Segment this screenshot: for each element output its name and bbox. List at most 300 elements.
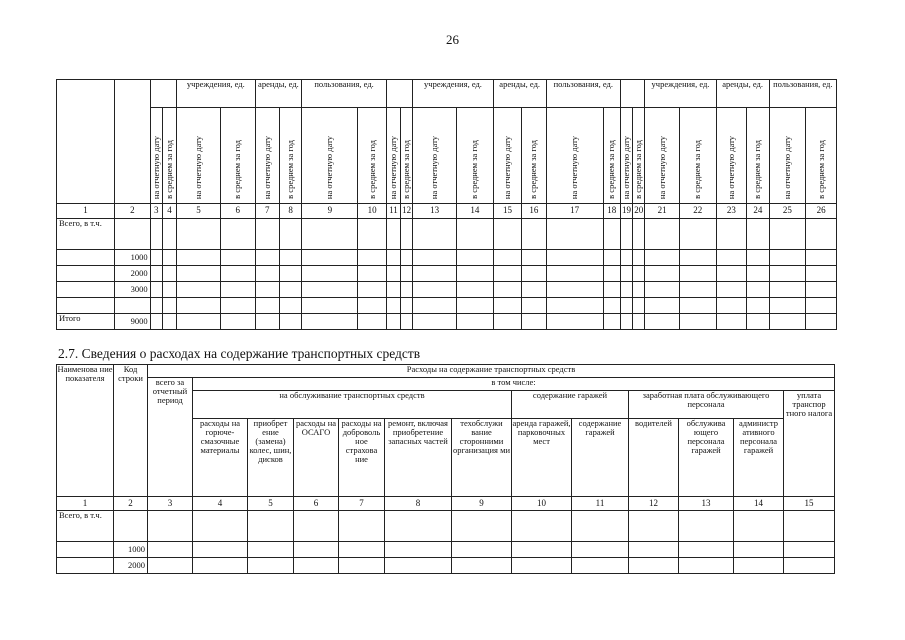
value-cell[interactable] bbox=[629, 542, 679, 558]
value-cell[interactable] bbox=[452, 558, 512, 574]
value-cell[interactable] bbox=[620, 314, 632, 330]
value-cell[interactable] bbox=[546, 282, 603, 298]
value-cell[interactable] bbox=[546, 266, 603, 282]
value-cell[interactable] bbox=[162, 298, 176, 314]
value-cell[interactable] bbox=[784, 542, 835, 558]
value-cell[interactable] bbox=[716, 266, 747, 282]
value-cell[interactable] bbox=[177, 266, 221, 282]
blank-header-cell bbox=[620, 80, 644, 108]
value-cell[interactable] bbox=[572, 558, 629, 574]
vertical-header-text: в среднем за год bbox=[528, 140, 539, 200]
value-cell[interactable] bbox=[386, 266, 400, 282]
value-cell[interactable] bbox=[493, 314, 522, 330]
value-cell[interactable] bbox=[193, 511, 248, 542]
column-number: 5 bbox=[248, 497, 294, 511]
value-cell[interactable] bbox=[679, 266, 716, 282]
vertical-header-text: на отчетную дату bbox=[387, 136, 398, 200]
value-cell[interactable] bbox=[546, 250, 603, 266]
vertical-header-text: на отчетную дату bbox=[429, 136, 440, 200]
vertical-column-header bbox=[162, 108, 176, 204]
value-cell[interactable] bbox=[386, 298, 400, 314]
vertical-column-header bbox=[413, 108, 457, 204]
blank-header-cell bbox=[57, 80, 115, 204]
value-cell[interactable] bbox=[620, 219, 632, 250]
value-cell[interactable] bbox=[679, 298, 716, 314]
value-cell[interactable] bbox=[150, 298, 162, 314]
column-number: 20 bbox=[633, 204, 645, 219]
column-number: 8 bbox=[279, 204, 301, 219]
value-cell[interactable] bbox=[177, 282, 221, 298]
column-number: 15 bbox=[784, 497, 835, 511]
row-code: 9000 bbox=[115, 314, 151, 330]
value-cell[interactable] bbox=[734, 558, 784, 574]
value-cell[interactable] bbox=[220, 298, 255, 314]
value-cell[interactable] bbox=[358, 314, 387, 330]
line-code-header: Код строки bbox=[114, 365, 148, 497]
value-cell[interactable] bbox=[806, 250, 837, 266]
value-cell[interactable] bbox=[358, 282, 387, 298]
total-period-header: всего за отчетный период bbox=[148, 378, 193, 497]
value-cell[interactable] bbox=[279, 282, 301, 298]
column-number: 2 bbox=[114, 497, 148, 511]
value-cell[interactable] bbox=[279, 298, 301, 314]
column-number: 16 bbox=[522, 204, 546, 219]
value-cell[interactable] bbox=[385, 511, 452, 542]
service-header: на обслуживание транспортных средств bbox=[193, 391, 512, 419]
value-cell[interactable] bbox=[302, 219, 358, 250]
table-row bbox=[57, 250, 837, 266]
value-cell[interactable] bbox=[148, 542, 193, 558]
value-cell[interactable] bbox=[148, 511, 193, 542]
value-cell[interactable] bbox=[193, 542, 248, 558]
value-cell[interactable] bbox=[279, 219, 301, 250]
value-cell[interactable] bbox=[413, 298, 457, 314]
value-cell[interactable] bbox=[572, 542, 629, 558]
value-cell[interactable] bbox=[177, 298, 221, 314]
row-name bbox=[57, 250, 115, 266]
table-row bbox=[57, 266, 837, 282]
group-header: учреждения, ед. bbox=[177, 80, 255, 108]
value-cell[interactable] bbox=[679, 542, 734, 558]
vertical-column-header bbox=[493, 108, 522, 204]
value-cell[interactable] bbox=[248, 542, 294, 558]
value-cell[interactable] bbox=[150, 282, 162, 298]
column-number: 23 bbox=[716, 204, 747, 219]
value-cell[interactable] bbox=[512, 542, 572, 558]
value-cell[interactable] bbox=[633, 314, 645, 330]
value-cell[interactable] bbox=[645, 266, 680, 282]
value-cell[interactable] bbox=[620, 266, 632, 282]
vertical-header-text: в среднем за год bbox=[815, 140, 826, 200]
column-number: 17 bbox=[546, 204, 603, 219]
vertical-column-header bbox=[806, 108, 837, 204]
value-cell[interactable] bbox=[603, 266, 620, 282]
value-cell[interactable] bbox=[769, 314, 806, 330]
value-cell[interactable] bbox=[401, 250, 413, 266]
value-cell[interactable] bbox=[784, 511, 835, 542]
vertical-header-text: в среднем за год bbox=[606, 140, 617, 200]
vertical-column-header bbox=[546, 108, 603, 204]
value-cell[interactable] bbox=[629, 558, 679, 574]
value-cell[interactable] bbox=[806, 314, 837, 330]
value-cell[interactable] bbox=[220, 266, 255, 282]
value-cell[interactable] bbox=[620, 250, 632, 266]
vertical-column-header bbox=[401, 108, 413, 204]
value-cell[interactable] bbox=[358, 219, 387, 250]
value-cell[interactable] bbox=[401, 266, 413, 282]
row-code bbox=[115, 219, 151, 250]
row-name bbox=[57, 282, 115, 298]
vertical-column-header bbox=[255, 108, 279, 204]
vertical-column-header bbox=[645, 108, 680, 204]
value-cell[interactable] bbox=[401, 219, 413, 250]
value-cell[interactable] bbox=[385, 558, 452, 574]
value-cell[interactable] bbox=[255, 266, 279, 282]
value-cell[interactable] bbox=[522, 250, 546, 266]
value-cell[interactable] bbox=[150, 314, 162, 330]
value-cell[interactable] bbox=[255, 298, 279, 314]
value-cell[interactable] bbox=[302, 250, 358, 266]
value-cell[interactable] bbox=[645, 314, 680, 330]
value-cell[interactable] bbox=[522, 314, 546, 330]
group-header: пользования, ед. bbox=[769, 80, 836, 108]
blank-header-cell bbox=[386, 80, 412, 108]
value-cell[interactable] bbox=[279, 314, 301, 330]
vehicles-count-table bbox=[56, 79, 837, 330]
value-cell[interactable] bbox=[747, 250, 769, 266]
value-cell[interactable] bbox=[806, 298, 837, 314]
vertical-header-text: на отчетную дату bbox=[781, 136, 792, 200]
group-header: учреждения, ед. bbox=[645, 80, 716, 108]
vertical-header-text: на отчетную дату bbox=[150, 136, 161, 200]
vertical-column-header bbox=[769, 108, 806, 204]
column-number: 11 bbox=[386, 204, 400, 219]
value-cell[interactable] bbox=[645, 282, 680, 298]
section-title: 2.7. Сведения о расходах на содержание транспортных средств bbox=[58, 346, 421, 361]
table-row bbox=[57, 219, 837, 250]
value-cell[interactable] bbox=[358, 266, 387, 282]
indicator-name-header: Наименова ние показателя bbox=[57, 365, 114, 497]
value-cell[interactable] bbox=[162, 219, 176, 250]
value-cell[interactable] bbox=[413, 314, 457, 330]
value-cell[interactable] bbox=[162, 266, 176, 282]
column-number: 22 bbox=[679, 204, 716, 219]
salary-header: заработная плата обслуживающего персонала bbox=[629, 391, 784, 419]
value-cell[interactable] bbox=[546, 298, 603, 314]
value-cell[interactable] bbox=[385, 542, 452, 558]
column-number: 1 bbox=[57, 204, 115, 219]
value-cell[interactable] bbox=[150, 266, 162, 282]
value-cell[interactable] bbox=[603, 219, 620, 250]
value-cell[interactable] bbox=[401, 298, 413, 314]
expense-subheader: администр ативного персонала гаражей bbox=[734, 419, 784, 497]
value-cell[interactable] bbox=[339, 511, 385, 542]
group-header: пользования, ед. bbox=[302, 80, 387, 108]
value-cell[interactable] bbox=[294, 542, 339, 558]
value-cell[interactable] bbox=[457, 314, 494, 330]
vertical-column-header bbox=[150, 108, 162, 204]
value-cell[interactable] bbox=[633, 266, 645, 282]
value-cell[interactable] bbox=[358, 298, 387, 314]
expense-subheader: содержание гаражей bbox=[572, 419, 629, 497]
row-name: Всего, в т.ч. bbox=[57, 219, 115, 250]
value-cell[interactable] bbox=[522, 298, 546, 314]
column-number: 24 bbox=[747, 204, 769, 219]
row-name bbox=[57, 266, 115, 282]
expense-subheader: техобслужи вание сторонними организация ми bbox=[452, 419, 512, 497]
expense-subheader: расходы на горюче-смазочные материалы bbox=[193, 419, 248, 497]
value-cell[interactable] bbox=[177, 219, 221, 250]
value-cell[interactable] bbox=[339, 558, 385, 574]
value-cell[interactable] bbox=[177, 314, 221, 330]
value-cell[interactable] bbox=[769, 298, 806, 314]
value-cell[interactable] bbox=[279, 266, 301, 282]
column-number: 14 bbox=[457, 204, 494, 219]
value-cell[interactable] bbox=[620, 298, 632, 314]
value-cell[interactable] bbox=[452, 511, 512, 542]
vertical-header-text: на отчетную дату bbox=[621, 136, 632, 200]
value-cell[interactable] bbox=[633, 250, 645, 266]
value-cell[interactable] bbox=[493, 298, 522, 314]
value-cell[interactable] bbox=[150, 250, 162, 266]
value-cell[interactable] bbox=[294, 511, 339, 542]
value-cell[interactable] bbox=[457, 219, 494, 250]
group-header: аренды, ед. bbox=[493, 80, 546, 108]
expense-subheader: водителей bbox=[629, 419, 679, 497]
row-name bbox=[57, 558, 114, 574]
value-cell[interactable] bbox=[248, 511, 294, 542]
row-name bbox=[57, 542, 114, 558]
value-cell[interactable] bbox=[716, 219, 747, 250]
column-number: 12 bbox=[629, 497, 679, 511]
value-cell[interactable] bbox=[603, 282, 620, 298]
column-number: 10 bbox=[512, 497, 572, 511]
vertical-header-text: на отчетную дату bbox=[725, 136, 736, 200]
column-number: 9 bbox=[302, 204, 358, 219]
row-name: Итого bbox=[57, 314, 115, 330]
value-cell[interactable] bbox=[339, 542, 385, 558]
value-cell[interactable] bbox=[769, 266, 806, 282]
vertical-header-text: на отчетную дату bbox=[502, 136, 512, 200]
value-cell[interactable] bbox=[645, 219, 680, 250]
page-number: 26 bbox=[446, 32, 459, 47]
blank-header-cell bbox=[115, 80, 151, 204]
value-cell[interactable] bbox=[302, 282, 358, 298]
value-cell[interactable] bbox=[193, 558, 248, 574]
column-number: 1 bbox=[57, 497, 114, 511]
value-cell[interactable] bbox=[679, 511, 734, 542]
column-number: 8 bbox=[385, 497, 452, 511]
column-number: 7 bbox=[255, 204, 279, 219]
column-number: 18 bbox=[603, 204, 620, 219]
value-cell[interactable] bbox=[546, 219, 603, 250]
value-cell[interactable] bbox=[294, 558, 339, 574]
value-cell[interactable] bbox=[413, 266, 457, 282]
column-number: 4 bbox=[193, 497, 248, 511]
vertical-header-text: на отчетную дату bbox=[193, 136, 204, 200]
value-cell[interactable] bbox=[512, 511, 572, 542]
vertical-column-header bbox=[633, 108, 645, 204]
column-number: 13 bbox=[413, 204, 457, 219]
value-cell[interactable] bbox=[493, 282, 522, 298]
value-cell[interactable] bbox=[452, 542, 512, 558]
column-number: 3 bbox=[148, 497, 193, 511]
value-cell[interactable] bbox=[603, 314, 620, 330]
value-cell[interactable] bbox=[162, 314, 176, 330]
value-cell[interactable] bbox=[386, 219, 400, 250]
value-cell[interactable] bbox=[734, 542, 784, 558]
value-cell[interactable] bbox=[401, 282, 413, 298]
value-cell[interactable] bbox=[645, 250, 680, 266]
value-cell[interactable] bbox=[679, 282, 716, 298]
expense-subheader: обслужива ющего персонала гаражей bbox=[679, 419, 734, 497]
value-cell[interactable] bbox=[629, 511, 679, 542]
expense-subheader: расходы на доброволь ное страхова ние bbox=[339, 419, 385, 497]
value-cell[interactable] bbox=[747, 298, 769, 314]
value-cell[interactable] bbox=[302, 266, 358, 282]
value-cell[interactable] bbox=[255, 314, 279, 330]
value-cell[interactable] bbox=[177, 250, 221, 266]
value-cell[interactable] bbox=[386, 282, 400, 298]
value-cell[interactable] bbox=[255, 219, 279, 250]
value-cell[interactable] bbox=[457, 282, 494, 298]
value-cell[interactable] bbox=[645, 298, 680, 314]
row-code: 1000 bbox=[115, 250, 151, 266]
value-cell[interactable] bbox=[512, 558, 572, 574]
row-code: 2000 bbox=[115, 266, 151, 282]
expense-subheader: аренда гаражей, парковочных мест bbox=[512, 419, 572, 497]
value-cell[interactable] bbox=[716, 250, 747, 266]
value-cell[interactable] bbox=[716, 314, 747, 330]
value-cell[interactable] bbox=[220, 314, 255, 330]
vertical-header-text: на отчетную дату bbox=[656, 136, 667, 200]
row-code bbox=[114, 511, 148, 542]
value-cell[interactable] bbox=[806, 266, 837, 282]
expense-subheader: ремонт, включая приобретение запасных частей bbox=[385, 419, 452, 497]
value-cell[interactable] bbox=[255, 282, 279, 298]
vertical-column-header bbox=[279, 108, 301, 204]
value-cell[interactable] bbox=[769, 219, 806, 250]
value-cell[interactable] bbox=[679, 314, 716, 330]
vertical-column-header bbox=[457, 108, 494, 204]
value-cell[interactable] bbox=[734, 511, 784, 542]
value-cell[interactable] bbox=[220, 250, 255, 266]
value-cell[interactable] bbox=[546, 314, 603, 330]
value-cell[interactable] bbox=[633, 282, 645, 298]
group-header: аренды, ед. bbox=[255, 80, 302, 108]
vertical-header-text: в среднем за год bbox=[469, 140, 480, 200]
row-code: 2000 bbox=[114, 558, 148, 574]
value-cell[interactable] bbox=[806, 219, 837, 250]
vertical-header-text: в среднем за год bbox=[285, 140, 296, 200]
value-cell[interactable] bbox=[633, 298, 645, 314]
vertical-header-text: на отчетную дату bbox=[261, 136, 272, 200]
value-cell[interactable] bbox=[386, 314, 400, 330]
value-cell[interactable] bbox=[220, 282, 255, 298]
column-number: 12 bbox=[401, 204, 413, 219]
value-cell[interactable] bbox=[620, 282, 632, 298]
value-cell[interactable] bbox=[457, 298, 494, 314]
value-cell[interactable] bbox=[679, 558, 734, 574]
column-number: 3 bbox=[150, 204, 162, 219]
value-cell[interactable] bbox=[784, 558, 835, 574]
column-number: 6 bbox=[220, 204, 255, 219]
value-cell[interactable] bbox=[413, 282, 457, 298]
value-cell[interactable] bbox=[457, 250, 494, 266]
vertical-column-header bbox=[358, 108, 387, 204]
column-number: 7 bbox=[339, 497, 385, 511]
value-cell[interactable] bbox=[747, 219, 769, 250]
value-cell[interactable] bbox=[679, 250, 716, 266]
value-cell[interactable] bbox=[716, 298, 747, 314]
value-cell[interactable] bbox=[493, 250, 522, 266]
value-cell[interactable] bbox=[162, 282, 176, 298]
vertical-column-header bbox=[620, 108, 632, 204]
table-row bbox=[57, 298, 837, 314]
value-cell[interactable] bbox=[633, 219, 645, 250]
value-cell[interactable] bbox=[806, 282, 837, 298]
value-cell[interactable] bbox=[493, 219, 522, 250]
value-cell[interactable] bbox=[279, 250, 301, 266]
value-cell[interactable] bbox=[493, 266, 522, 282]
value-cell[interactable] bbox=[679, 219, 716, 250]
value-cell[interactable] bbox=[603, 298, 620, 314]
value-cell[interactable] bbox=[386, 250, 400, 266]
value-cell[interactable] bbox=[401, 314, 413, 330]
value-cell[interactable] bbox=[747, 282, 769, 298]
value-cell[interactable] bbox=[747, 314, 769, 330]
expenses-header: Расходы на содержание транспортных средств bbox=[148, 365, 835, 378]
vertical-column-header bbox=[679, 108, 716, 204]
row-name: Всего, в т.ч. bbox=[57, 511, 114, 542]
value-cell[interactable] bbox=[603, 250, 620, 266]
column-number: 10 bbox=[358, 204, 387, 219]
expense-subheader: расходы на ОСАГО bbox=[294, 419, 339, 497]
value-cell[interactable] bbox=[522, 266, 546, 282]
column-number: 2 bbox=[115, 204, 151, 219]
value-cell[interactable] bbox=[220, 219, 255, 250]
value-cell[interactable] bbox=[769, 250, 806, 266]
value-cell[interactable] bbox=[769, 282, 806, 298]
vertical-header-text: в среднем за год bbox=[401, 140, 412, 200]
value-cell[interactable] bbox=[302, 298, 358, 314]
value-cell[interactable] bbox=[522, 219, 546, 250]
value-cell[interactable] bbox=[255, 250, 279, 266]
value-cell[interactable] bbox=[162, 250, 176, 266]
value-cell[interactable] bbox=[572, 511, 629, 542]
column-number: 6 bbox=[294, 497, 339, 511]
value-cell[interactable] bbox=[248, 558, 294, 574]
vertical-header-text: в среднем за год bbox=[692, 140, 703, 200]
value-cell[interactable] bbox=[358, 250, 387, 266]
transport-tax-header: уплата транспор тного налога bbox=[784, 391, 835, 497]
column-number: 15 bbox=[493, 204, 522, 219]
value-cell[interactable] bbox=[716, 282, 747, 298]
vertical-column-header bbox=[386, 108, 400, 204]
value-cell[interactable] bbox=[148, 558, 193, 574]
value-cell[interactable] bbox=[150, 219, 162, 250]
value-cell[interactable] bbox=[413, 250, 457, 266]
expense-subheader: приобрет ение (замена) колес, шин, дисков bbox=[248, 419, 294, 497]
value-cell[interactable] bbox=[457, 266, 494, 282]
vertical-column-header bbox=[603, 108, 620, 204]
value-cell[interactable] bbox=[747, 266, 769, 282]
value-cell[interactable] bbox=[413, 219, 457, 250]
value-cell[interactable] bbox=[302, 314, 358, 330]
value-cell[interactable] bbox=[522, 282, 546, 298]
column-number: 9 bbox=[452, 497, 512, 511]
table-row bbox=[57, 314, 837, 330]
